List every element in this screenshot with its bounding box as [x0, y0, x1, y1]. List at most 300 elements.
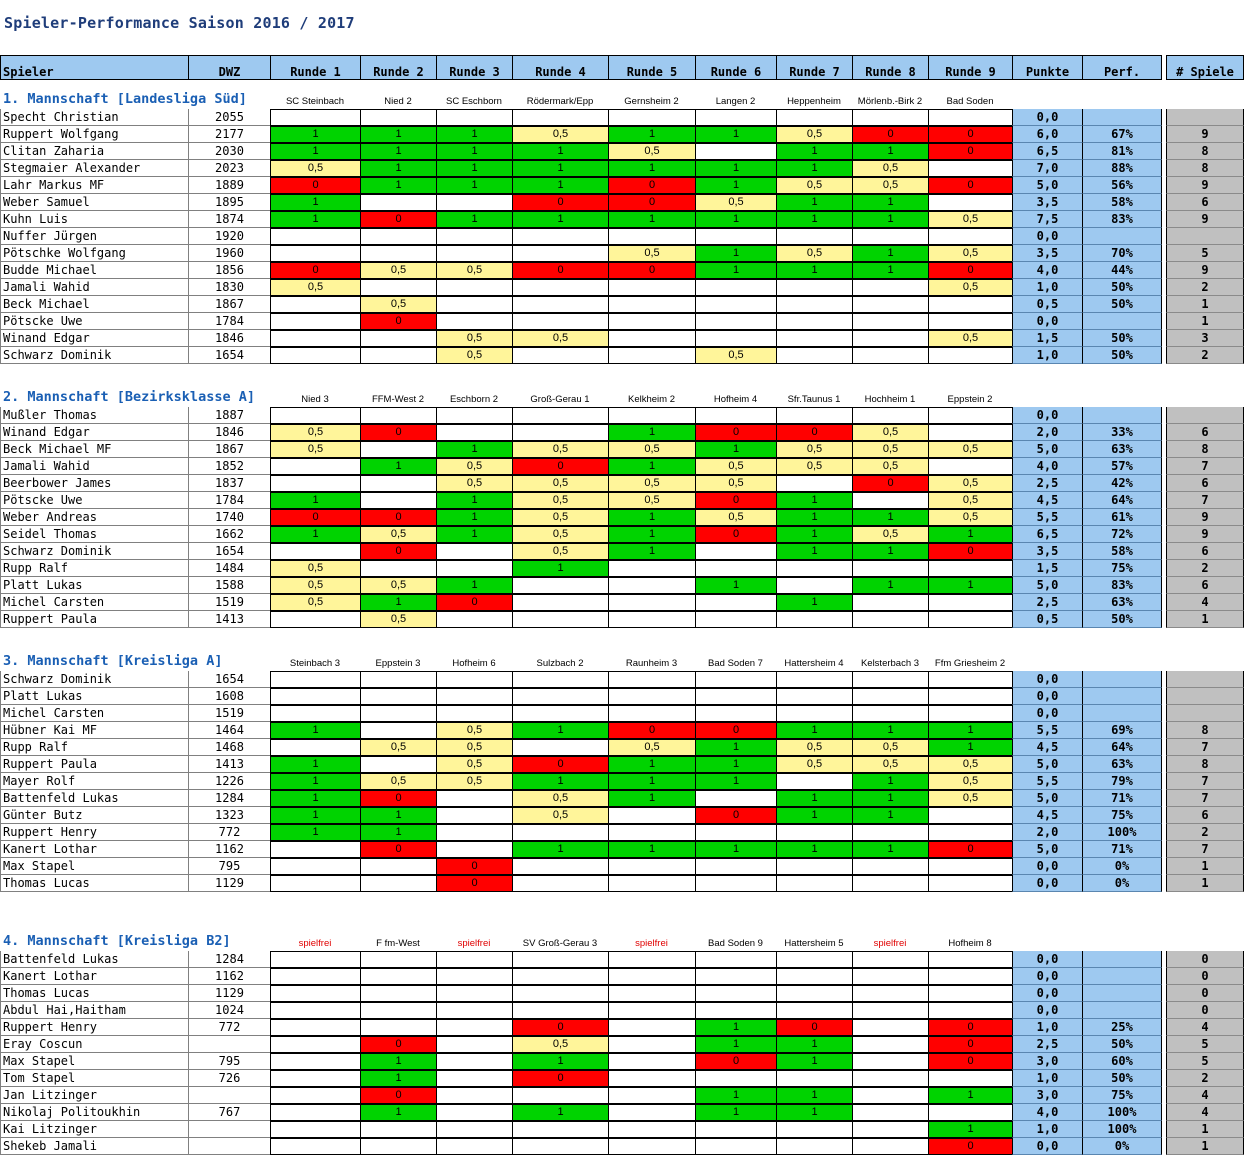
games-cell: 6 — [1166, 424, 1244, 441]
result-cell: 1 — [608, 424, 696, 441]
result-cell: 1 — [776, 1053, 853, 1070]
result-cell: 1 — [852, 245, 929, 262]
result-cell — [852, 824, 929, 841]
performance-cell: 61% — [1082, 509, 1162, 526]
player-name: Max Stapel — [0, 858, 188, 875]
points-cell: 1,0 — [1012, 1121, 1083, 1138]
result-cell: 1 — [270, 722, 361, 739]
points-cell: 7,5 — [1012, 211, 1083, 228]
result-cell: 0,5 — [608, 143, 696, 160]
result-cell: 0,5 — [512, 790, 609, 807]
player-dwz — [188, 1138, 270, 1155]
result-cell — [928, 594, 1013, 611]
result-cell — [360, 492, 437, 509]
result-cell — [512, 407, 609, 424]
performance-cell — [1082, 671, 1162, 688]
result-cell: 0,5 — [270, 441, 361, 458]
result-cell: 1 — [776, 1104, 853, 1121]
result-cell — [776, 968, 853, 985]
points-cell: 3,5 — [1012, 194, 1083, 211]
player-name: Winand Edgar — [0, 424, 188, 441]
result-cell — [360, 347, 437, 364]
table-row — [0, 875, 1252, 892]
result-cell — [608, 824, 696, 841]
result-cell — [608, 228, 696, 245]
result-cell — [436, 968, 513, 985]
opponent-label: Mörlenb.-Birk 2 — [857, 96, 923, 107]
header-runde-7: Runde 7 — [776, 55, 853, 80]
result-cell — [928, 611, 1013, 628]
result-cell — [360, 688, 437, 705]
result-cell — [270, 245, 361, 262]
games-cell: 5 — [1166, 1053, 1244, 1070]
result-cell — [270, 1053, 361, 1070]
result-cell — [270, 109, 361, 126]
result-cell — [270, 951, 361, 968]
result-cell — [270, 875, 361, 892]
header-perf: Perf. — [1082, 55, 1162, 80]
player-dwz: 1887 — [188, 407, 270, 424]
opponent-label: Langen 2 — [715, 96, 756, 107]
result-cell: 1 — [776, 143, 853, 160]
opponent-label: Bad Soden — [946, 96, 994, 107]
result-cell: 0 — [928, 143, 1013, 160]
player-dwz: 1468 — [188, 739, 270, 756]
opponent-label: SC Steinbach — [285, 96, 345, 107]
result-cell: 0 — [512, 262, 609, 279]
result-cell — [436, 1019, 513, 1036]
games-cell: 7 — [1166, 841, 1244, 858]
result-cell — [512, 245, 609, 262]
opponent-label: Ffm Griesheim 2 — [934, 658, 1006, 669]
result-cell: 0,5 — [852, 739, 929, 756]
result-cell — [776, 313, 853, 330]
games-cell: 7 — [1166, 739, 1244, 756]
result-cell: 0 — [608, 722, 696, 739]
opponent-label: Heppenheim — [787, 96, 841, 107]
result-cell: 0,5 — [512, 526, 609, 543]
performance-cell — [1082, 951, 1162, 968]
result-cell: 0 — [776, 1019, 853, 1036]
result-cell — [436, 1053, 513, 1070]
result-cell — [852, 1002, 929, 1019]
result-cell: 0 — [928, 1019, 1013, 1036]
result-cell — [436, 1087, 513, 1104]
result-cell — [928, 1070, 1013, 1087]
result-cell: 0 — [360, 509, 437, 526]
result-cell: 0,5 — [436, 756, 513, 773]
result-cell — [928, 560, 1013, 577]
result-cell — [512, 347, 609, 364]
performance-cell — [1082, 313, 1162, 330]
header-dwz: DWZ — [188, 55, 271, 80]
result-cell — [928, 228, 1013, 245]
result-cell: 0,5 — [436, 722, 513, 739]
result-cell — [695, 1070, 777, 1087]
result-cell: 0 — [928, 841, 1013, 858]
player-dwz: 1654 — [188, 347, 270, 364]
result-cell — [928, 705, 1013, 722]
performance-cell: 58% — [1082, 543, 1162, 560]
result-cell: 1 — [928, 1121, 1013, 1138]
result-cell: 0 — [928, 1036, 1013, 1053]
opponent-label: Raunheim 3 — [625, 658, 678, 669]
result-cell: 0,5 — [360, 773, 437, 790]
result-cell: 1 — [776, 526, 853, 543]
result-cell: 1 — [436, 577, 513, 594]
result-cell — [608, 1070, 696, 1087]
performance-cell — [1082, 688, 1162, 705]
performance-cell: 0% — [1082, 875, 1162, 892]
games-cell — [1166, 109, 1244, 126]
performance-cell: 100% — [1082, 1104, 1162, 1121]
result-cell — [360, 671, 437, 688]
table-row — [0, 177, 1252, 194]
result-cell: 0 — [695, 722, 777, 739]
result-cell: 0,5 — [928, 492, 1013, 509]
result-cell: 1 — [360, 160, 437, 177]
result-cell: 1 — [695, 177, 777, 194]
points-cell: 0,5 — [1012, 296, 1083, 313]
result-cell — [360, 475, 437, 492]
result-cell: 0,5 — [360, 262, 437, 279]
table-row — [0, 577, 1252, 594]
points-cell: 0,0 — [1012, 1138, 1083, 1155]
performance-cell: 64% — [1082, 492, 1162, 509]
result-cell — [436, 228, 513, 245]
result-cell: 0,5 — [776, 739, 853, 756]
performance-cell: 63% — [1082, 756, 1162, 773]
points-cell: 0,0 — [1012, 705, 1083, 722]
result-cell — [360, 228, 437, 245]
result-cell: 1 — [928, 722, 1013, 739]
result-cell — [512, 594, 609, 611]
player-dwz: 2023 — [188, 160, 270, 177]
performance-cell: 58% — [1082, 194, 1162, 211]
result-cell: 1 — [360, 594, 437, 611]
result-cell: 1 — [776, 160, 853, 177]
player-dwz — [188, 1087, 270, 1104]
player-dwz: 1484 — [188, 560, 270, 577]
result-cell — [852, 705, 929, 722]
result-cell — [436, 985, 513, 1002]
result-cell — [360, 968, 437, 985]
result-cell: 0,5 — [928, 756, 1013, 773]
result-cell — [360, 560, 437, 577]
result-cell — [270, 671, 361, 688]
performance-cell: 83% — [1082, 577, 1162, 594]
result-cell: 0 — [436, 858, 513, 875]
result-cell — [776, 347, 853, 364]
result-cell — [608, 1087, 696, 1104]
result-cell: 1 — [695, 739, 777, 756]
games-cell: 2 — [1166, 560, 1244, 577]
result-cell: 0,5 — [270, 424, 361, 441]
result-cell: 0,5 — [436, 475, 513, 492]
player-dwz: 1837 — [188, 475, 270, 492]
result-cell: 0,5 — [776, 756, 853, 773]
table-row — [0, 1019, 1252, 1036]
result-cell: 0 — [928, 1053, 1013, 1070]
result-cell — [436, 841, 513, 858]
player-name: Beerbower James — [0, 475, 188, 492]
result-cell: 0,5 — [776, 126, 853, 143]
player-name: Battenfeld Lukas — [0, 790, 188, 807]
header-punkte: Punkte — [1012, 55, 1083, 80]
result-cell — [928, 875, 1013, 892]
result-cell: 1 — [512, 143, 609, 160]
points-cell: 0,5 — [1012, 611, 1083, 628]
result-cell — [928, 688, 1013, 705]
table-row — [0, 790, 1252, 807]
player-dwz: 1464 — [188, 722, 270, 739]
opponent-label: Bad Soden 9 — [708, 938, 763, 949]
result-cell: 1 — [360, 458, 437, 475]
result-cell — [270, 1019, 361, 1036]
points-cell: 5,0 — [1012, 441, 1083, 458]
opponent-label: Hochheim 1 — [864, 394, 916, 405]
result-cell: 0 — [512, 1070, 609, 1087]
points-cell: 0,0 — [1012, 858, 1083, 875]
performance-cell: 63% — [1082, 441, 1162, 458]
games-cell: 1 — [1166, 611, 1244, 628]
result-cell — [776, 279, 853, 296]
opponent-label: Steinbach 3 — [289, 658, 341, 669]
games-cell: 9 — [1166, 526, 1244, 543]
header-spieler: Spieler — [0, 55, 189, 80]
player-dwz: 1608 — [188, 688, 270, 705]
opponent-label: spielfrei — [457, 938, 491, 949]
result-cell — [436, 1070, 513, 1087]
result-cell: 1 — [270, 143, 361, 160]
result-cell — [928, 458, 1013, 475]
points-cell: 5,0 — [1012, 756, 1083, 773]
result-cell — [270, 407, 361, 424]
player-name: Jamali Wahid — [0, 458, 188, 475]
result-cell — [436, 1002, 513, 1019]
result-cell — [695, 671, 777, 688]
points-cell: 7,0 — [1012, 160, 1083, 177]
result-cell — [776, 671, 853, 688]
result-cell: 0 — [360, 841, 437, 858]
games-cell: 1 — [1166, 1138, 1244, 1155]
result-cell: 0 — [360, 1087, 437, 1104]
result-cell — [360, 1019, 437, 1036]
opponent-label: spielfrei — [873, 938, 907, 949]
result-cell — [270, 739, 361, 756]
result-cell — [608, 671, 696, 688]
result-cell — [270, 1036, 361, 1053]
result-cell: 0 — [436, 875, 513, 892]
result-cell — [270, 1070, 361, 1087]
points-cell: 6,5 — [1012, 143, 1083, 160]
result-cell: 0 — [270, 177, 361, 194]
result-cell — [270, 313, 361, 330]
player-name: Lahr Markus MF — [0, 177, 188, 194]
result-cell — [270, 296, 361, 313]
result-cell: 1 — [776, 1036, 853, 1053]
result-cell: 0 — [360, 313, 437, 330]
result-cell — [852, 1019, 929, 1036]
player-name: Schwarz Dominik — [0, 543, 188, 560]
result-cell: 0,5 — [436, 773, 513, 790]
result-cell: 1 — [695, 773, 777, 790]
result-cell — [270, 347, 361, 364]
result-cell — [436, 279, 513, 296]
result-cell: 1 — [436, 143, 513, 160]
performance-cell — [1082, 228, 1162, 245]
result-cell — [776, 688, 853, 705]
player-name: Clitan Zaharia — [0, 143, 188, 160]
performance-cell: 50% — [1082, 279, 1162, 296]
result-cell: 1 — [776, 841, 853, 858]
result-cell — [776, 1002, 853, 1019]
result-cell: 0 — [512, 194, 609, 211]
result-cell — [360, 705, 437, 722]
opponent-label: Hattersheim 4 — [784, 658, 844, 669]
result-cell: 1 — [270, 211, 361, 228]
table-row — [0, 458, 1252, 475]
result-cell: 1 — [928, 739, 1013, 756]
result-cell — [512, 968, 609, 985]
result-cell — [928, 109, 1013, 126]
player-dwz: 1920 — [188, 228, 270, 245]
result-cell — [436, 951, 513, 968]
result-cell: 1 — [608, 458, 696, 475]
result-cell — [695, 109, 777, 126]
result-cell — [852, 492, 929, 509]
result-cell — [608, 577, 696, 594]
result-cell: 1 — [695, 262, 777, 279]
games-cell: 8 — [1166, 756, 1244, 773]
opponent-label: Nied 2 — [384, 96, 412, 107]
player-dwz: 726 — [188, 1070, 270, 1087]
result-cell — [436, 1121, 513, 1138]
points-cell: 1,5 — [1012, 560, 1083, 577]
player-name: Nikolaj Politoukhin — [0, 1104, 188, 1121]
result-cell: 1 — [695, 160, 777, 177]
result-cell: 0,5 — [695, 458, 777, 475]
result-cell — [695, 875, 777, 892]
result-cell — [360, 279, 437, 296]
performance-cell — [1082, 705, 1162, 722]
player-dwz: 1413 — [188, 611, 270, 628]
table-row — [0, 296, 1252, 313]
result-cell — [512, 824, 609, 841]
player-dwz: 1284 — [188, 790, 270, 807]
result-cell: 0,5 — [928, 330, 1013, 347]
opponent-label: Hattersheim 5 — [784, 938, 844, 949]
games-cell: 5 — [1166, 245, 1244, 262]
result-cell — [695, 543, 777, 560]
result-cell: 1 — [360, 824, 437, 841]
result-cell: 0 — [928, 543, 1013, 560]
performance-cell: 100% — [1082, 1121, 1162, 1138]
points-cell: 3,5 — [1012, 245, 1083, 262]
player-name: Platt Lukas — [0, 577, 188, 594]
result-cell — [776, 773, 853, 790]
result-cell — [360, 407, 437, 424]
result-cell: 1 — [928, 577, 1013, 594]
result-cell — [360, 985, 437, 1002]
performance-cell — [1082, 985, 1162, 1002]
player-dwz: 1226 — [188, 773, 270, 790]
result-cell: 0,5 — [512, 543, 609, 560]
player-dwz: 772 — [188, 1019, 270, 1036]
player-name: Rupp Ralf — [0, 560, 188, 577]
player-dwz: 1162 — [188, 968, 270, 985]
result-cell — [360, 194, 437, 211]
games-cell: 2 — [1166, 347, 1244, 364]
page-title: Spieler-Performance Saison 2016 / 2017 — [4, 14, 355, 32]
result-cell — [608, 407, 696, 424]
points-cell: 0,0 — [1012, 1002, 1083, 1019]
opponent-label: Eppstein 2 — [947, 394, 993, 405]
table-row — [0, 228, 1252, 245]
result-cell — [695, 951, 777, 968]
result-cell — [360, 109, 437, 126]
result-cell: 0,5 — [608, 492, 696, 509]
points-cell: 3,0 — [1012, 1087, 1083, 1104]
result-cell — [695, 1138, 777, 1155]
player-dwz: 1284 — [188, 951, 270, 968]
result-cell: 1 — [436, 492, 513, 509]
table-row — [0, 313, 1252, 330]
performance-cell: 50% — [1082, 347, 1162, 364]
result-cell — [695, 296, 777, 313]
points-cell: 5,5 — [1012, 722, 1083, 739]
points-cell: 2,5 — [1012, 1036, 1083, 1053]
player-name: Ruppert Wolfgang — [0, 126, 188, 143]
points-cell: 3,0 — [1012, 1053, 1083, 1070]
result-cell: 1 — [852, 509, 929, 526]
result-cell: 0,5 — [852, 458, 929, 475]
performance-cell: 60% — [1082, 1053, 1162, 1070]
result-cell — [852, 611, 929, 628]
games-cell: 1 — [1166, 296, 1244, 313]
player-name: Beck Michael MF — [0, 441, 188, 458]
result-cell — [928, 424, 1013, 441]
player-dwz: 1654 — [188, 671, 270, 688]
table-row — [0, 560, 1252, 577]
result-cell — [695, 705, 777, 722]
result-cell: 1 — [608, 160, 696, 177]
result-cell — [436, 313, 513, 330]
result-cell: 0,5 — [512, 1036, 609, 1053]
result-cell — [928, 1002, 1013, 1019]
result-cell — [360, 1121, 437, 1138]
player-name: Mayer Rolf — [0, 773, 188, 790]
result-cell: 1 — [695, 1036, 777, 1053]
points-cell: 0,0 — [1012, 951, 1083, 968]
player-name: Pötscke Uwe — [0, 313, 188, 330]
performance-cell: 44% — [1082, 262, 1162, 279]
result-cell — [695, 688, 777, 705]
player-name: Kuhn Luis — [0, 211, 188, 228]
player-dwz: 1830 — [188, 279, 270, 296]
result-cell — [608, 109, 696, 126]
header-runde-9: Runde 9 — [928, 55, 1013, 80]
team-title: 1. Mannschaft [Landesliga Süd] — [3, 91, 247, 107]
points-cell: 3,5 — [1012, 543, 1083, 560]
result-cell — [360, 245, 437, 262]
result-cell — [928, 194, 1013, 211]
result-cell — [776, 577, 853, 594]
table-row — [0, 1070, 1252, 1087]
result-cell — [776, 705, 853, 722]
result-cell — [776, 951, 853, 968]
games-cell: 0 — [1166, 951, 1244, 968]
